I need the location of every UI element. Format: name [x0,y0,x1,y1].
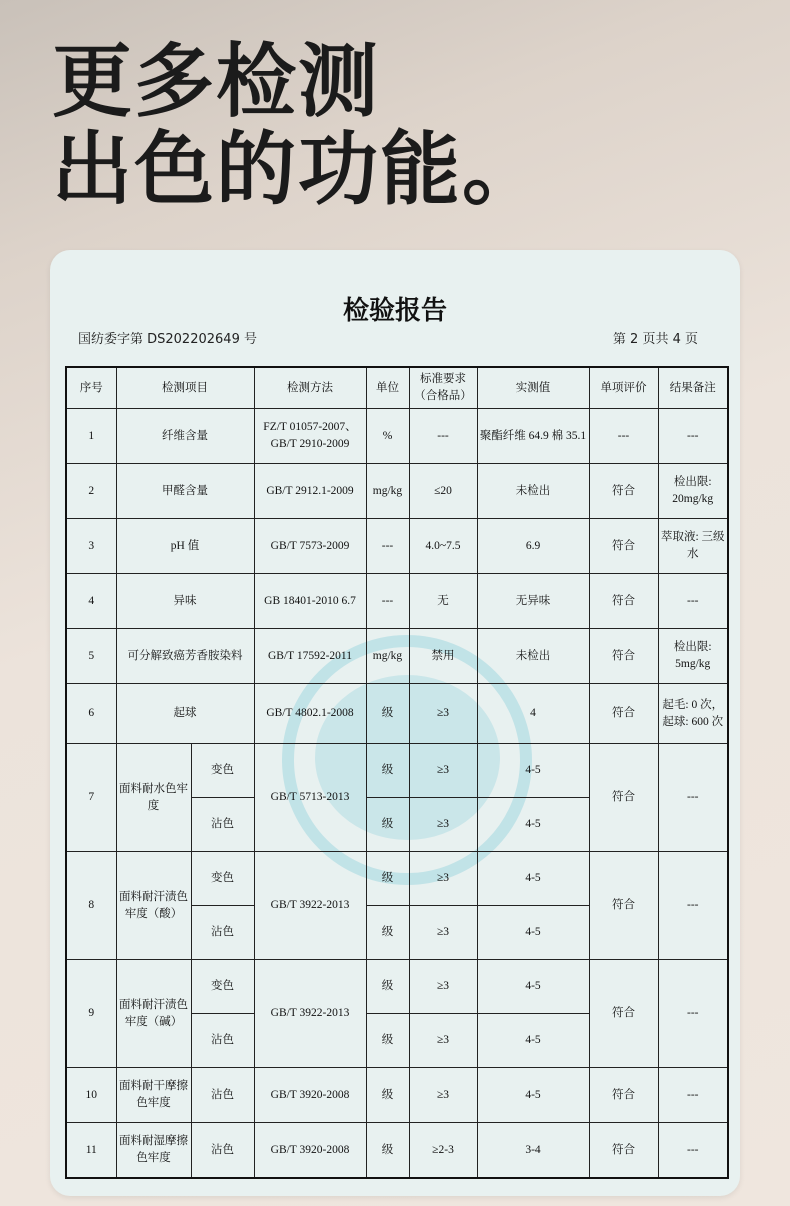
header-requirement: 标准要求（合格品） [409,367,477,409]
table-row [66,1123,728,1179]
row-requirement: ≥3 [409,1014,477,1068]
row-note: 检出限: 20mg/kg [658,464,728,519]
row-note: 萃取液: 三级水 [658,519,728,574]
report-title: 检验报告 [342,296,447,326]
row-sub-item: 沾色 [191,1123,254,1179]
row-item: 起球 [116,684,254,744]
row-requirement: ≥3 [409,960,477,1014]
row-requirement: --- [409,409,477,464]
headline [52,35,544,216]
row-requirement: 无 [409,574,477,629]
row-evaluation: 符合 [589,1068,658,1123]
table-row [66,1068,728,1123]
row-no: 6 [66,684,116,744]
row-method: GB/T 17592-2011 [254,629,366,684]
row-requirement: ≥3 [409,684,477,744]
row-sub-item: 变色 [191,744,254,798]
row-value: 6.9 [477,519,589,574]
row-note: --- [658,1068,728,1123]
row-unit: 级 [366,960,409,1014]
row-sub-item: 沾色 [191,1068,254,1123]
row-method: GB/T 3922-2013 [254,852,366,960]
table-row [66,684,728,744]
row-unit: 级 [366,1068,409,1123]
row-value: 未检出 [477,629,589,684]
row-evaluation: 符合 [589,684,658,744]
row-item: 面料耐湿摩擦色牢度 [116,1123,191,1179]
row-note: --- [658,744,728,852]
row-value: 4-5 [477,852,589,906]
row-value: 4-5 [477,960,589,1014]
row-evaluation: 符合 [589,744,658,852]
row-evaluation: 符合 [589,574,658,629]
headline-line-1: 更多检测 [52,35,380,128]
row-method: GB/T 3920-2008 [254,1068,366,1123]
report-number: 国纺委字第 DS202202649 号 [78,332,257,347]
header-note: 结果备注 [658,367,728,409]
row-value: 无异味 [477,574,589,629]
row-sub-item: 变色 [191,852,254,906]
row-note: --- [658,960,728,1068]
row-requirement: ≥3 [409,906,477,960]
row-method: GB 18401-2010 6.7 [254,574,366,629]
row-requirement: ≤20 [409,464,477,519]
row-value: 3-4 [477,1123,589,1179]
row-no: 9 [66,960,116,1068]
header-unit: 单位 [366,367,409,409]
table-row [66,629,728,684]
row-item: 异味 [116,574,254,629]
row-evaluation: 符合 [589,519,658,574]
table-row [66,852,728,906]
row-unit: mg/kg [366,464,409,519]
row-requirement: 禁用 [409,629,477,684]
row-requirement: ≥3 [409,744,477,798]
row-unit: 级 [366,1014,409,1068]
row-requirement: 4.0~7.5 [409,519,477,574]
row-value: 未检出 [477,464,589,519]
row-value: 4-5 [477,798,589,852]
row-method: GB/T 3920-2008 [254,1123,366,1179]
row-unit: 级 [366,906,409,960]
row-unit: 级 [366,798,409,852]
row-value: 4 [477,684,589,744]
row-unit: % [366,409,409,464]
row-method: GB/T 5713-2013 [254,744,366,852]
row-item: 面料耐汗渍色牢度（碱） [116,960,191,1068]
row-item: 甲醛含量 [116,464,254,519]
row-requirement: ≥3 [409,852,477,906]
row-item: 面料耐水色牢度 [116,744,191,852]
row-sub-item: 沾色 [191,1014,254,1068]
report-card [50,250,740,1196]
header-row [66,367,728,409]
header-evaluation: 单项评价 [589,367,658,409]
row-evaluation: 符合 [589,960,658,1068]
row-requirement: ≥2-3 [409,1123,477,1179]
row-note: --- [658,409,728,464]
table-row [66,960,728,1014]
row-no: 2 [66,464,116,519]
row-note: --- [658,1123,728,1179]
row-no: 5 [66,629,116,684]
row-item: 面料耐干摩擦色牢度 [116,1068,191,1123]
row-no: 4 [66,574,116,629]
table-row [66,574,728,629]
row-no: 3 [66,519,116,574]
row-requirement: ≥3 [409,798,477,852]
row-evaluation: --- [589,409,658,464]
row-evaluation: 符合 [589,852,658,960]
row-value: 聚酯纤维 64.9 棉 35.1 [477,409,589,464]
row-item: pH 值 [116,519,254,574]
row-note: --- [658,574,728,629]
table-row [66,464,728,519]
header-method: 检测方法 [254,367,366,409]
table-row [66,744,728,798]
row-no: 7 [66,744,116,852]
row-no: 10 [66,1068,116,1123]
header-no: 序号 [66,367,116,409]
row-value: 4-5 [477,906,589,960]
row-unit: 级 [366,684,409,744]
row-note: 检出限: 5mg/kg [658,629,728,684]
row-note: 起毛: 0 次，起球: 600 次 [658,684,728,744]
table-row [66,519,728,574]
row-method: FZ/T 01057-2007、GB/T 2910-2009 [254,409,366,464]
row-no: 8 [66,852,116,960]
row-unit: --- [366,519,409,574]
row-value: 4-5 [477,744,589,798]
row-value: 4-5 [477,1014,589,1068]
row-no: 1 [66,409,116,464]
row-evaluation: 符合 [589,464,658,519]
row-item: 面料耐汗渍色牢度（酸） [116,852,191,960]
row-sub-item: 沾色 [191,906,254,960]
row-unit: 级 [366,744,409,798]
row-requirement: ≥3 [409,1068,477,1123]
header-item: 检测项目 [116,367,254,409]
table-row [66,409,728,464]
row-note: --- [658,852,728,960]
row-sub-item: 变色 [191,960,254,1014]
row-value: 4-5 [477,1068,589,1123]
row-unit: 级 [366,852,409,906]
row-evaluation: 符合 [589,629,658,684]
page-indicator: 第 2 页共 4 页 [612,332,698,347]
row-method: GB/T 4802.1-2008 [254,684,366,744]
row-evaluation: 符合 [589,1123,658,1179]
row-method: GB/T 2912.1-2009 [254,464,366,519]
row-method: GB/T 7573-2009 [254,519,366,574]
row-no: 11 [66,1123,116,1179]
row-unit: --- [366,574,409,629]
headline-line-2: 出色的功能。 [52,123,544,216]
row-sub-item: 沾色 [191,798,254,852]
header-value: 实测值 [477,367,589,409]
row-item: 可分解致癌芳香胺染料 [116,629,254,684]
row-method: GB/T 3922-2013 [254,960,366,1068]
row-unit: mg/kg [366,629,409,684]
row-unit: 级 [366,1123,409,1179]
report-table [65,366,729,1179]
row-item: 纤维含量 [116,409,254,464]
